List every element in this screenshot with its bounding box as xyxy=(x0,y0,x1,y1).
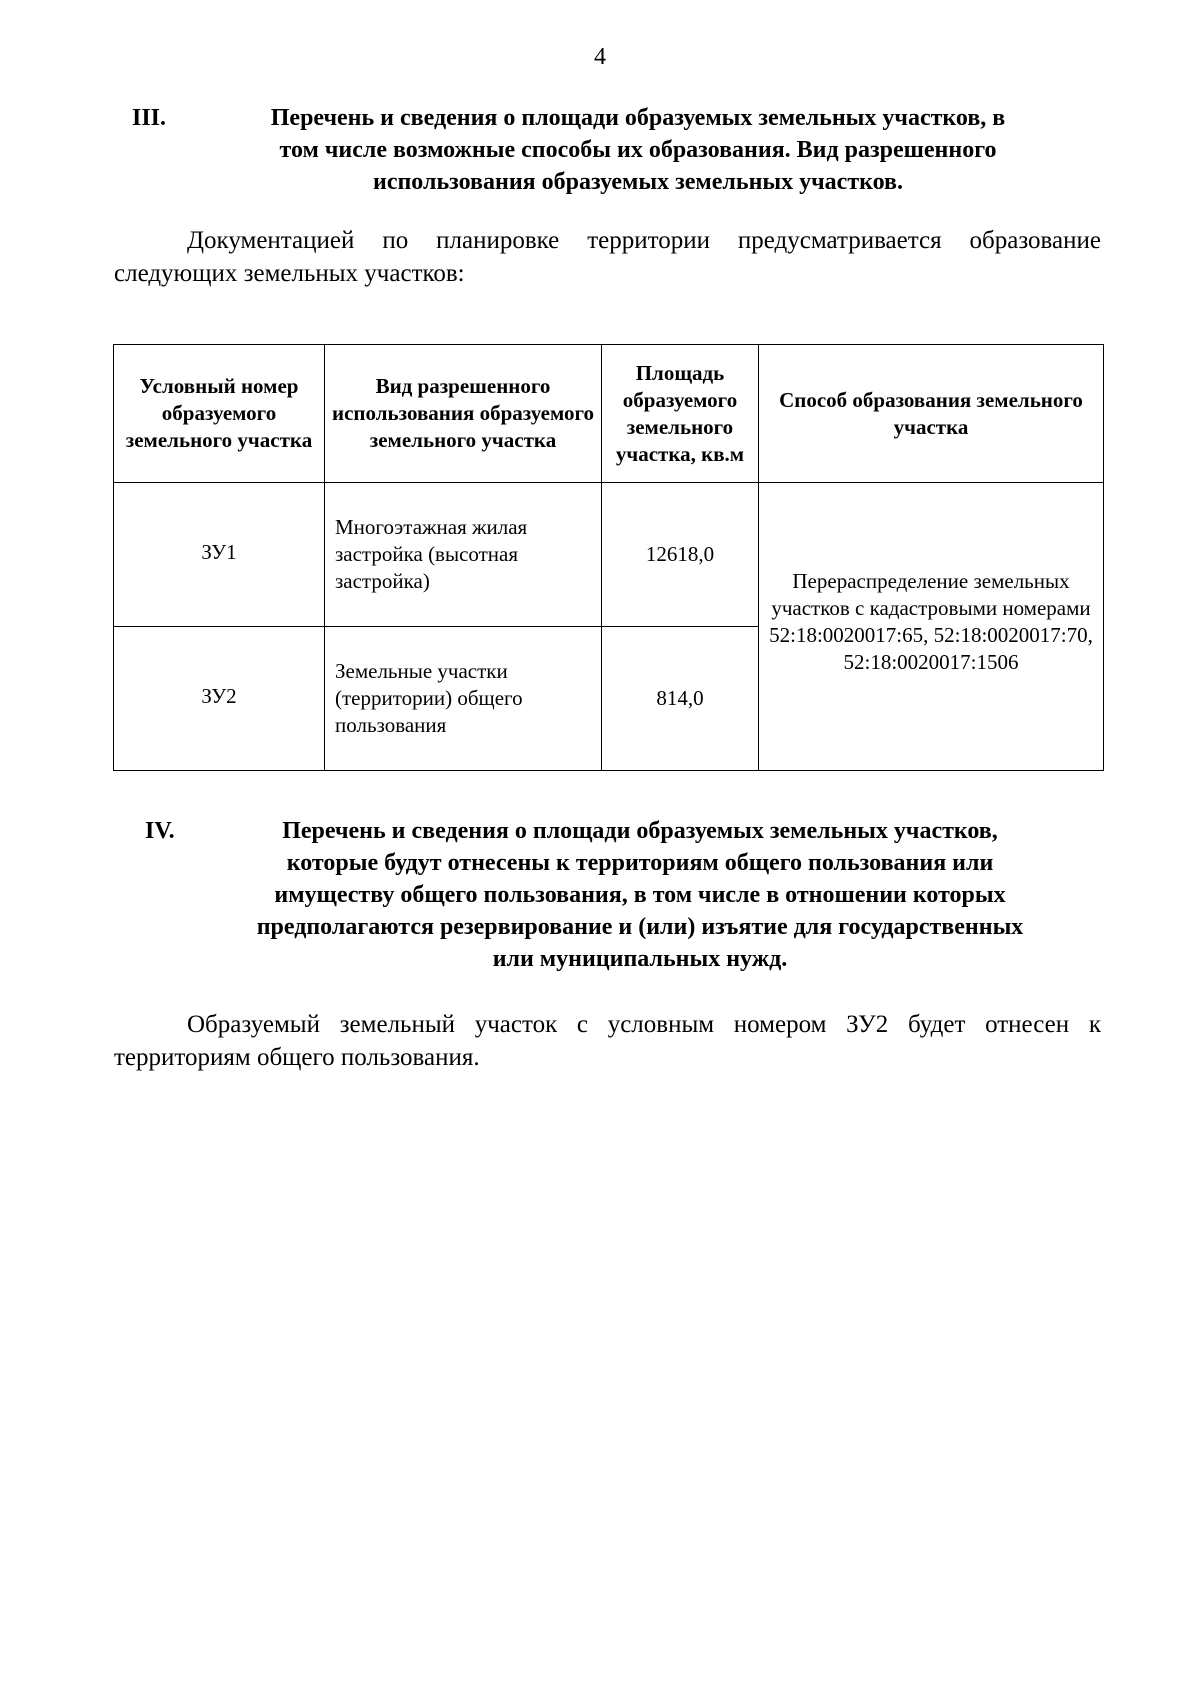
section-3-title xyxy=(200,102,1076,198)
section-4-numeral: IV. xyxy=(145,818,175,844)
intro-paragraph-line: Документацией по планировке территории предусматривается образование xyxy=(187,227,1101,254)
section-4-title-line: Перечень и сведения о площади образуемых земельных участков, xyxy=(282,818,998,844)
section-3-title-line: использования образуемых земельных участков. xyxy=(372,169,903,195)
section-4-title-line: имуществу общего пользования, в том числе в отношении которых xyxy=(274,882,1006,908)
cell-area: 12618,0 xyxy=(602,483,759,627)
closing-paragraph-line: территориям общего пользования. xyxy=(114,1044,480,1071)
section-4-title-line: предполагаются резервирование и (или) изъятие для государственных xyxy=(256,914,1024,940)
table-header-row xyxy=(114,345,1104,483)
closing-paragraph-line: Образуемый земельный участок с условным номером ЗУ2 будет отнесен к xyxy=(187,1011,1101,1038)
section-3-heading xyxy=(132,102,1076,198)
section-3-numeral: III. xyxy=(132,105,167,131)
closing-paragraph xyxy=(114,1008,1101,1074)
cell-permitted-use: Земельные участки (территории) общего пользования xyxy=(325,627,602,771)
section-4-title-line: или муниципальных нужд. xyxy=(492,946,788,972)
cell-permitted-use: Многоэтажная жилая застройка (высотная застройка) xyxy=(325,483,602,627)
table-row xyxy=(114,483,1104,627)
cell-plot-number: ЗУ1 xyxy=(114,483,325,627)
page-number: 4 xyxy=(594,44,606,70)
section-4-title xyxy=(191,815,1089,975)
intro-paragraph xyxy=(114,224,1101,290)
cell-plot-number: ЗУ2 xyxy=(114,627,325,771)
intro-paragraph-line: следующих земельных участков: xyxy=(114,260,465,287)
section-3-title-line: том числе возможные способы их образования. Вид разрешенного xyxy=(279,137,997,163)
header-formation-method: Способ образования земельного участка xyxy=(759,345,1104,483)
section-3-title-line: Перечень и сведения о площади образуемых земельных участков, в xyxy=(270,105,1006,131)
cell-area: 814,0 xyxy=(602,627,759,771)
header-area: Площадь образуемого земельного участка, кв.м xyxy=(602,345,759,483)
header-permitted-use: Вид разрешенного использования образуемого земельного участка xyxy=(325,345,602,483)
section-4-title-line: которые будут отнесены к территориям общего пользования или xyxy=(286,850,994,876)
section-4-heading xyxy=(145,815,1089,975)
land-plots-table xyxy=(113,344,1104,771)
cell-formation-method: Перераспределение земельных участков с кадастровыми номерами 52:18:0020017:65, 52:18:0020017:70, 52:18:0020017:1506 xyxy=(759,483,1104,771)
header-plot-number: Условный номер образуемого земельного участка xyxy=(114,345,325,483)
